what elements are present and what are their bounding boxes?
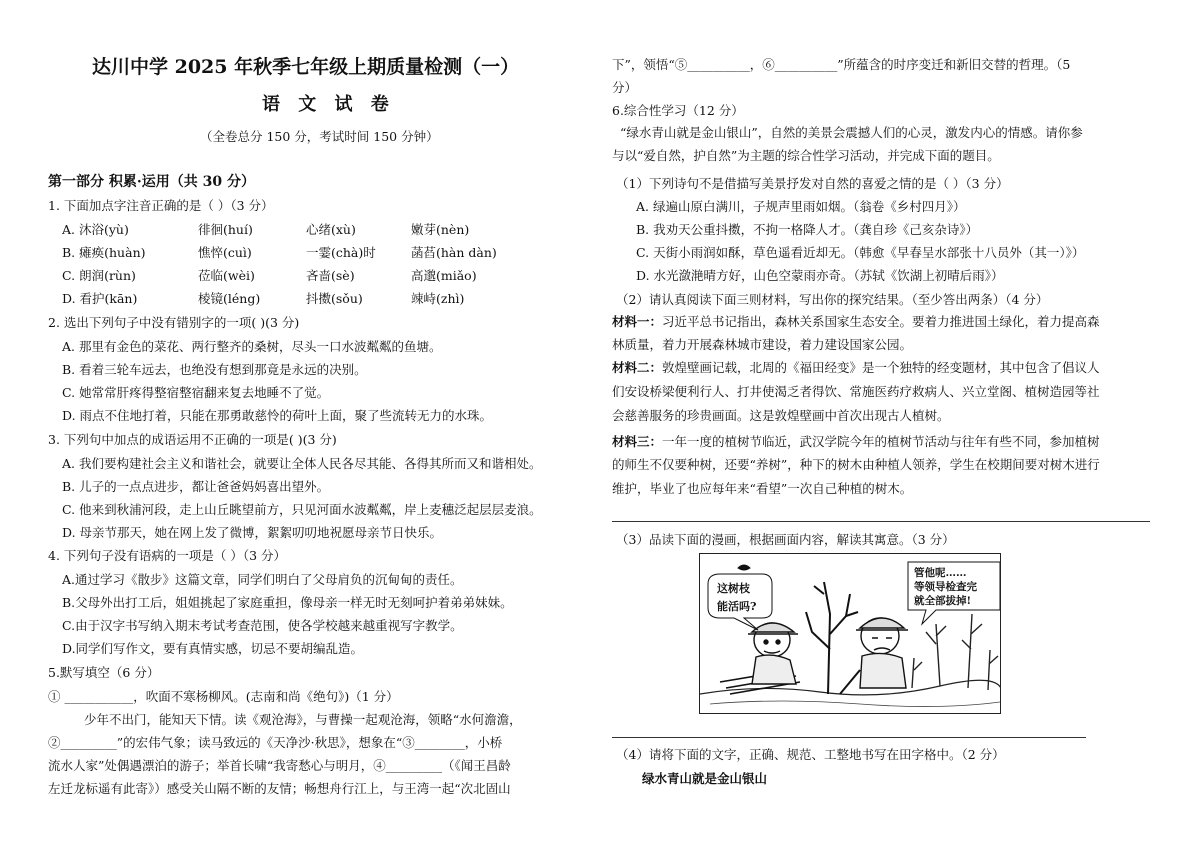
- q6-stem: 6.综合性学习（12 分）: [612, 103, 744, 118]
- material-3-label: 材料三：: [612, 434, 663, 449]
- cartoon-drawing: [700, 554, 1001, 714]
- material-3: [612, 433, 1100, 451]
- q6-sub1-option-c: C. 天街小雨润如酥，草色遥看近却无。（韩愈《早春呈水部张十八员外（其一）》）: [636, 245, 1085, 260]
- q1-row3-b: 莅临(wèi): [198, 268, 255, 283]
- q6-sub1-stem: （1）下列诗句不是借描写美景抒发对自然的喜爱之情的是（ ）（3 分）: [616, 176, 1009, 191]
- q1-row3-c: 吝啬(sè): [306, 268, 355, 283]
- cartoon-image: [699, 553, 1001, 714]
- exam-title: 达川中学 2025 年秋季七年级上期质量检测（一）: [92, 56, 520, 78]
- q2-option-a: A. 那里有金色的菜花、两行整齐的桑树，尽头一口水波粼粼的鱼塘。: [62, 339, 442, 354]
- q3-option-c: C. 他来到秋浦河段，走上山丘眺望前方，只见河面水波粼粼，岸上麦穗泛起层层麦浪。: [62, 502, 542, 517]
- q5-line5: 左迁龙标遥有此寄》）感受关山隔不断的友情；畅想舟行江上，与王湾一起“次北固山: [48, 781, 511, 796]
- material-3-text-1: 一年一度的植树节临近，武汉学院今年的植树节活动与往年有些不同，参加植树: [662, 434, 1100, 449]
- material-1-label: 材料一：: [612, 314, 663, 329]
- q3-stem: 3. 下列句中加点的成语运用不正确的一项是( )(3 分): [48, 432, 337, 447]
- q3-option-a: A. 我们要构建社会主义和谐社会，就要让全体人民各尽其能、各得其所而又和谐相处。: [62, 456, 542, 471]
- q1-row1-b: 徘徊(huí): [198, 222, 253, 237]
- exam-subject: 语 文 试 卷: [262, 94, 395, 115]
- material-2-text-2: 们安设桥梁便利行人、打井使渴乏者得饮、常施医药疗救病人、兴立堂阁、植树造园等社: [612, 384, 1100, 399]
- q6-sub1-option-a: A. 绿遍山原白满川，子规声里雨如烟。（翁卷《乡村四月》）: [636, 199, 966, 214]
- q4-option-a: A.通过学习《散步》这篇文章，同学们明白了父母肩负的沉甸甸的责任。: [62, 572, 463, 587]
- q6-intro-line2: 与以“爱自然，护自然”为主题的综合性学习活动，并完成下面的题目。: [612, 148, 1000, 163]
- q1-row2-d: 菡萏(hàn dàn): [411, 245, 497, 260]
- q5-stem: 5.默写填空（6 分）: [48, 665, 160, 680]
- q2-option-b: B. 看着三轮车远去，也绝没有想到那竟是永远的决别。: [62, 362, 367, 377]
- divider-1: [612, 521, 1150, 522]
- q5-line3: ②_________”的宏伟气象；读马致远的《天净沙·秋思》，想象在“③________，小桥: [48, 735, 503, 750]
- part1-title: 第一部分 积累·运用（共 30 分）: [48, 174, 255, 190]
- material-3-text-2: 的师生不仅要种树，还要“养树”，种下的树木由种植人领养，学生在校期间要对树木进行: [612, 457, 1100, 472]
- q6-sub2-stem: （2）请认真阅读下面三则材料，写出你的探究结果。（至少答出两条）（4 分）: [616, 292, 1049, 307]
- q1-row2-a: B. 瘫痪(huàn): [62, 245, 146, 260]
- q5-line1: ① ___________，吹面不寒杨柳风。(志南和尚《绝句》)（1 分）: [48, 689, 399, 704]
- q5-line4: 流水人家”处偶遇漂泊的游子；举首长啸“我寄愁心与明月，④_________（《闻王昌龄: [48, 758, 511, 773]
- q1-row4-c: 抖擞(sǒu): [306, 291, 363, 306]
- q5-line2: 少年不出门，能知天下情。读《观沧海》，与曹操一起观沧海，领略“水何澹澹，: [84, 712, 522, 727]
- divider-2: [612, 737, 1086, 738]
- q4-option-b: B.父母外出打工后，姐姐挑起了家庭重担，像母亲一样无时无刻呵护着弟弟妹妹。: [62, 595, 513, 610]
- q1-row4-b: 棱镜(léng): [198, 291, 261, 306]
- material-1-text-1: 习近平总书记指出，森林关系国家生态安全。要着力推进国土绿化，着力提高森: [662, 314, 1100, 329]
- q2-option-c: C. 她常常肝疼得整宿整宿翻来复去地睡不了觉。: [62, 385, 330, 400]
- q5-continued-score: 分）: [612, 80, 638, 95]
- q1-row2-b: 憔悴(cuì): [198, 245, 252, 260]
- q1-row4-d: 竦峙(zhì): [411, 291, 465, 306]
- q6-sub3-stem: （3）品读下面的漫画，根据画面内容，解读其寓意。（3 分）: [616, 532, 955, 547]
- q3-option-d: D. 母亲节那天，她在网上发了微博，絮絮叨叨地祝愿母亲节日快乐。: [62, 525, 443, 540]
- q1-stem: 1. 下面加点字注音正确的是（ ）（3 分）: [48, 198, 274, 213]
- q6-intro-line1: “绿水青山就是金山银山”，自然的美景会震撼人们的心灵，激发内心的情感。请你参: [620, 125, 1083, 140]
- q6-sub4-stem: （4）请将下面的文字，正确、规范、工整地书写在田字格中。（2 分）: [616, 747, 1005, 762]
- q3-option-b: B. 儿子的一点点进步，都让爸爸妈妈喜出望外。: [62, 479, 330, 494]
- material-2-text-3: 会慈善服务的珍贵画面。这是敦煌壁画中首次出现古人植树。: [612, 408, 950, 423]
- q1-row1-d: 嫩芽(nèn): [411, 222, 470, 237]
- q1-row3-d: 高邈(miǎo): [411, 268, 477, 283]
- material-1-text-2: 林质量，着力开展森林城市建设，着力建设国家公园。: [612, 337, 913, 352]
- q6-sub1-option-b: B. 我劝天公重抖擞，不拘一格降人才。（龚自珍《己亥杂诗》）: [636, 222, 979, 237]
- cartoon-right-speech-1: 管他呢……: [914, 567, 967, 579]
- material-3-text-3: 维护，毕业了也应每年来“看望”一次自己种植的树木。: [612, 481, 913, 496]
- q6-sub4-text: 绿水青山就是金山银山: [642, 771, 768, 786]
- cartoon-right-speech-3: 就全部拔掉!: [914, 595, 972, 607]
- material-2-label: 材料二：: [612, 360, 663, 375]
- q5-continued-line: 下”，领悟“⑤__________，⑥__________”所蕴含的时序变迁和新旧交替的哲理。（5: [612, 57, 1071, 72]
- cartoon-right-speech-2: 等领导检查完: [914, 581, 977, 593]
- cartoon-left-speech-1: 这树枝: [717, 582, 750, 595]
- material-1: [612, 313, 1100, 331]
- q1-row1-a: A. 沐浴(yù): [62, 222, 129, 237]
- q1-row4-a: D. 看护(kān): [62, 291, 138, 306]
- q4-option-c: C.由于汉字书写纳入期末考试考查范围，使各学校越来越重视写字教学。: [62, 618, 463, 633]
- q1-row1-c: 心绪(xù): [306, 222, 356, 237]
- q2-option-d: D. 雨点不住地打着，只能在那勇敢慈怜的荷叶上面，聚了些流转无力的水珠。: [62, 408, 493, 423]
- q6-sub1-option-d: D. 水光潋滟晴方好，山色空蒙雨亦奇。（苏轼《饮湖上初晴后雨》）: [636, 268, 1004, 283]
- material-2-text-1: 敦煌壁画记载，北周的《福田经变》是一个独特的经变题材，其中包含了倡议人: [662, 360, 1100, 375]
- exam-note: （全卷总分 150 分，考试时间 150 分钟）: [200, 129, 439, 144]
- q2-stem: 2. 选出下列句子中没有错别字的一项( )(3 分): [48, 315, 300, 330]
- q1-row2-c: 一霎(chà)时: [306, 245, 376, 260]
- q1-row3-a: C. 朗润(rùn): [62, 268, 136, 283]
- cartoon-left-speech-2: 能活吗?: [717, 600, 757, 613]
- q4-stem: 4. 下列句子没有语病的一项是（ ）（3 分）: [48, 548, 287, 563]
- q4-option-d: D.同学们写作文，要有真情实感，切忌不要胡编乱造。: [62, 641, 364, 656]
- material-2: [612, 359, 1100, 377]
